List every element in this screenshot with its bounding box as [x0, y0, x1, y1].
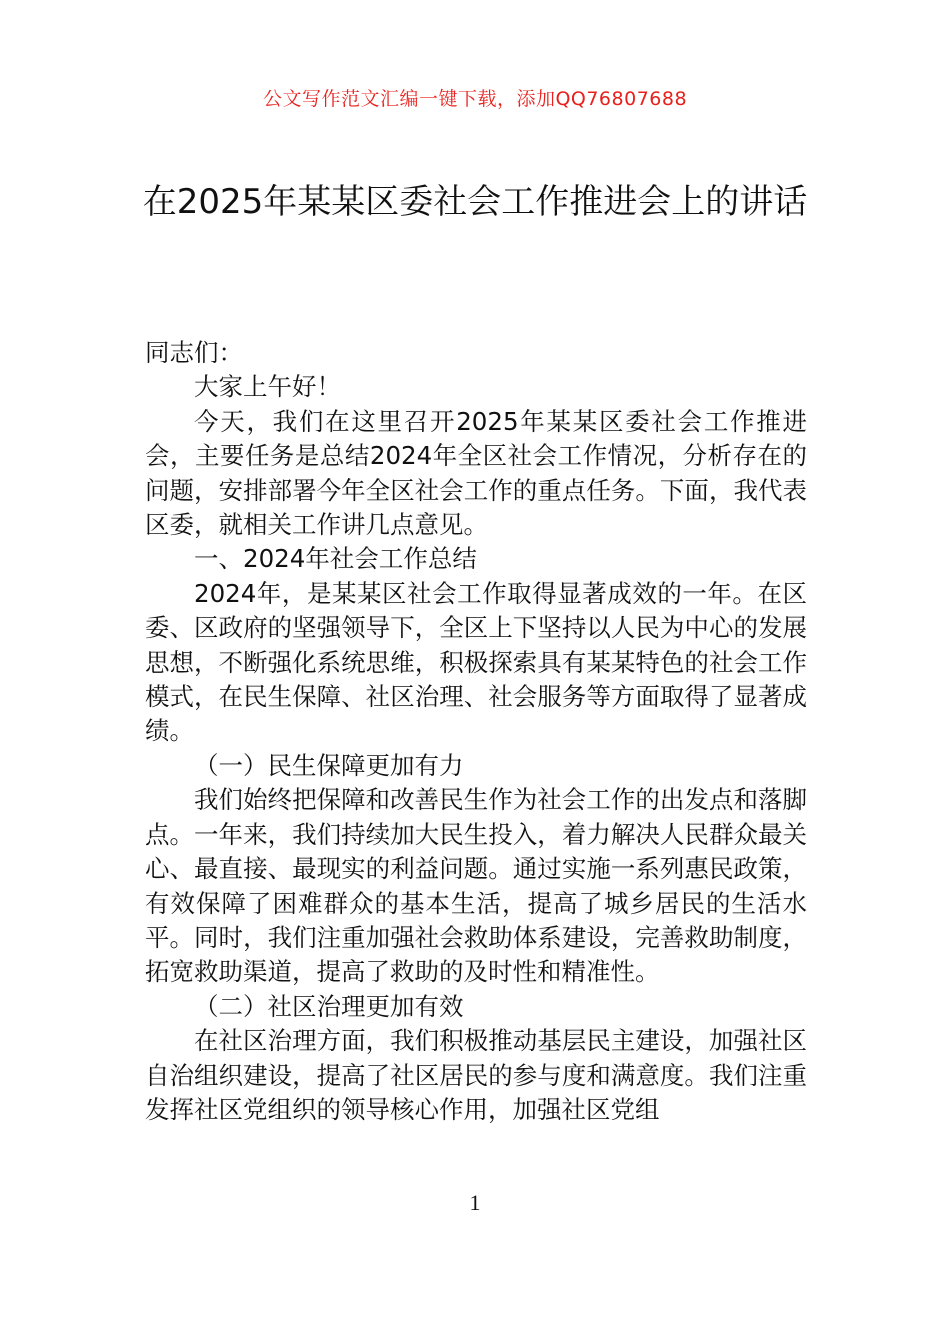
header-download-note: 公文写作范文汇编一键下载，添加QQ76807688 — [262, 88, 688, 110]
paragraph-intro: 今天，我们在这里召开2025年某某区委社会工作推进会，主要任务是总结2024年全区社会工作情况，分析存在的问题，安排部署今年全区社会工作的重点任务。下面，我代表区委，就相关工作讲几点意见。 — [145, 406, 807, 540]
page-number: 1 — [469, 1190, 481, 1215]
document-title: 在2025年某某区委社会工作推进会上的讲话 — [142, 182, 808, 222]
paragraph-livelihood: 我们始终把保障和改善民生作为社会工作的出发点和落脚点。一年来，我们持续加大民生投入，着力解决人民群众最关心、最直接、最现实的利益问题。通过实施一系列惠民政策，有效保障了困难群众的基本生活，提高了城乡居民的生活水平。同时，我们注重加强社会救助体系建设，完善救助制度，拓宽救助渠道，提高了救助的及时性和精准性。 — [145, 785, 807, 987]
salutation: 同志们： — [145, 338, 243, 367]
paragraph-greeting: 大家上午好！ — [194, 372, 341, 402]
subheading-1: （一）民生保障更加有力 — [194, 750, 464, 780]
section-heading-1: 一、2024年社会工作总结 — [194, 544, 477, 574]
subheading-2: （二）社区治理更加有效 — [194, 991, 464, 1021]
paragraph-summary: 2024年，是某某区社会工作取得显著成效的一年。在区委、区政府的坚强领导下，全区上下坚持以人民为中心的发展思想，不断强化系统思维，积极探索具有某某特色的社会工作模式，在民生保障、社区治理、社会服务等方面取得了显著成绩。 — [145, 578, 807, 746]
paragraph-community: 在社区治理方面，我们积极推动基层民主建设，加强社区自治组织建设，提高了社区居民的参与度和满意度。我们注重发挥社区党组织的领导核心作用，加强社区党组 — [145, 1026, 807, 1124]
document-body — [145, 336, 807, 1127]
